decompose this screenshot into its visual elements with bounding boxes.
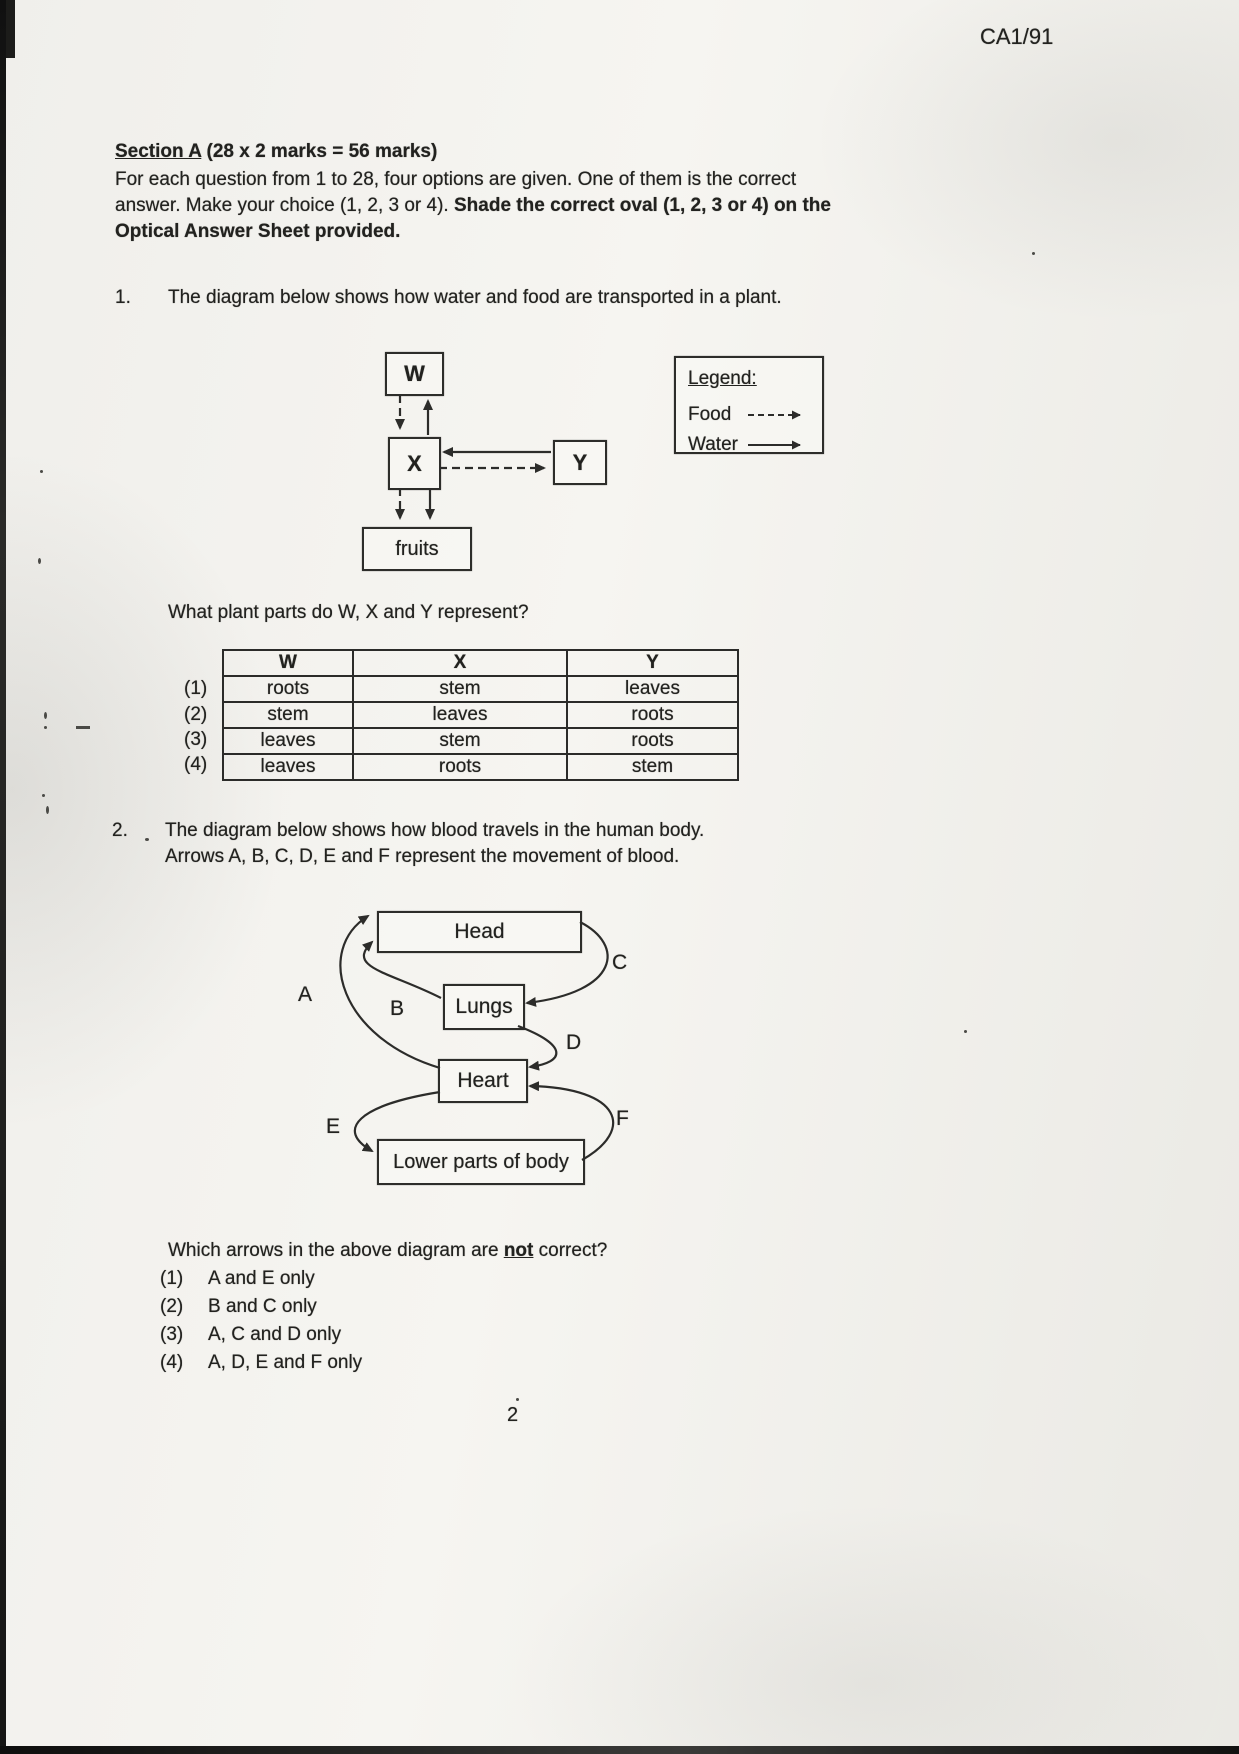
table-cell: roots xyxy=(223,676,353,702)
plant-box-fruits: fruits xyxy=(362,527,472,571)
table-cell: stem xyxy=(567,754,738,780)
q1-answer-table xyxy=(222,649,739,781)
table-cell: leaves xyxy=(223,728,353,754)
q2-text-line-1: The diagram below shows how blood travels in the human body. xyxy=(165,820,705,841)
scan-edge-bottom xyxy=(0,1746,1239,1754)
scan-speckle xyxy=(76,726,90,729)
table-header-x: X xyxy=(353,650,567,676)
arrow-label-d: D xyxy=(566,1031,582,1054)
q2-subquestion xyxy=(168,1238,607,1264)
table-cell: stem xyxy=(223,702,353,728)
table-header-y: Y xyxy=(567,650,738,676)
q2-text-line-2: Arrows A, B, C, D, E and F represent the movement of blood. xyxy=(165,846,680,867)
q1-row-label-2: (2) xyxy=(184,704,208,725)
legend-food-dashed-arrow-icon xyxy=(746,409,810,421)
page-header-code: CA1/91 xyxy=(980,24,1054,49)
q2-number: 2. xyxy=(112,820,128,841)
scan-speckle xyxy=(42,794,45,797)
scan-speckle xyxy=(38,558,41,564)
q2-option-3-text: A, C and D only xyxy=(208,1324,342,1345)
arrow-label-a: A xyxy=(298,983,313,1006)
legend-title: Legend: xyxy=(688,368,757,389)
q2-option-2-label: (2) xyxy=(160,1296,184,1317)
q2-subquestion-prefix: Which arrows in the above diagram are xyxy=(168,1240,504,1261)
table-header-w: W xyxy=(223,650,353,676)
blood-box-lower-parts: Lower parts of body xyxy=(377,1139,585,1185)
arrow-a-heart-to-head xyxy=(340,916,440,1068)
legend-row-food xyxy=(688,402,822,428)
table-row xyxy=(223,676,738,702)
instructions-line-2 xyxy=(115,193,831,219)
legend-food-label: Food xyxy=(688,404,732,425)
scan-edge-left xyxy=(0,0,6,1754)
q2-option-4-label: (4) xyxy=(160,1352,184,1373)
table-row xyxy=(223,728,738,754)
table-cell: stem xyxy=(353,676,567,702)
scan-speckle xyxy=(46,806,49,814)
q2-option-3-label: (3) xyxy=(160,1324,184,1345)
q2-subquestion-suffix: correct? xyxy=(533,1240,608,1261)
scan-speckle xyxy=(964,1030,967,1033)
table-row xyxy=(223,754,738,780)
q2-option-2-text: B and C only xyxy=(208,1296,317,1317)
table-header-row xyxy=(223,650,738,676)
q1-number: 1. xyxy=(115,287,131,308)
scan-speckle xyxy=(40,470,43,473)
plant-box-w: W xyxy=(385,352,444,396)
table-cell: roots xyxy=(353,754,567,780)
scan-speckle xyxy=(145,838,149,841)
q2-option-1-text: A and E only xyxy=(208,1268,315,1289)
page-number: 2 xyxy=(507,1404,519,1426)
legend-water-label: Water xyxy=(688,434,738,455)
q1-subquestion: What plant parts do W, X and Y represent? xyxy=(168,602,529,623)
section-title-rest: (28 x 2 marks = 56 marks) xyxy=(201,141,438,162)
blood-diagram-arrows xyxy=(290,900,710,1200)
instructions-line-2-bold: Shade the correct oval (1, 2, 3 or 4) on the xyxy=(454,195,831,216)
legend-row-water xyxy=(688,432,822,458)
arrow-label-c: C xyxy=(612,951,628,974)
scan-speckle xyxy=(1032,252,1035,255)
plant-box-y: Y xyxy=(553,440,607,485)
instructions-line-2-normal: answer. Make your choice (1, 2, 3 or 4). xyxy=(115,195,454,216)
blood-box-lungs: Lungs xyxy=(443,984,525,1030)
table-cell: leaves xyxy=(223,754,353,780)
blood-box-heart: Heart xyxy=(438,1059,528,1103)
arrow-c-head-to-lungs xyxy=(527,922,608,1003)
legend-water-solid-arrow-icon xyxy=(746,439,810,451)
blood-box-head: Head xyxy=(377,911,582,953)
q2-option-4-text: A, D, E and F only xyxy=(208,1352,363,1373)
legend-content xyxy=(676,358,822,458)
table-cell: leaves xyxy=(567,676,738,702)
section-title xyxy=(115,139,437,165)
section-title-underlined: Section A xyxy=(115,141,202,162)
scan-speckle xyxy=(44,726,47,729)
q1-text: The diagram below shows how water and food are transported in a plant. xyxy=(168,287,782,308)
scan-corner-mark xyxy=(6,0,15,58)
scan-speckle xyxy=(516,1398,519,1401)
plant-box-x: X xyxy=(388,437,441,490)
arrow-label-f: F xyxy=(616,1107,629,1130)
arrow-f-lower-to-heart xyxy=(530,1086,613,1160)
legend-box xyxy=(674,356,824,454)
q1-row-label-1: (1) xyxy=(184,678,208,699)
instructions-line-3: Optical Answer Sheet provided. xyxy=(115,221,401,242)
q1-row-label-3: (3) xyxy=(184,729,208,750)
table-cell: leaves xyxy=(353,702,567,728)
arrow-label-e: E xyxy=(326,1115,341,1138)
table-cell: roots xyxy=(567,702,738,728)
arrow-b-lungs-to-head xyxy=(364,942,441,998)
arrow-d-lungs-to-heart xyxy=(518,1026,556,1067)
table-cell: roots xyxy=(567,728,738,754)
q2-subquestion-not: not xyxy=(503,1240,534,1261)
table-row xyxy=(223,702,738,728)
scan-speckle xyxy=(44,712,47,719)
arrow-label-b: B xyxy=(390,997,405,1020)
q2-option-1-label: (1) xyxy=(160,1268,184,1289)
instructions-line-1: For each question from 1 to 28, four options are given. One of them is the correct xyxy=(115,169,797,190)
table-cell: stem xyxy=(353,728,567,754)
arrow-e-heart-to-lower xyxy=(355,1092,440,1151)
q1-row-label-4: (4) xyxy=(184,754,208,775)
